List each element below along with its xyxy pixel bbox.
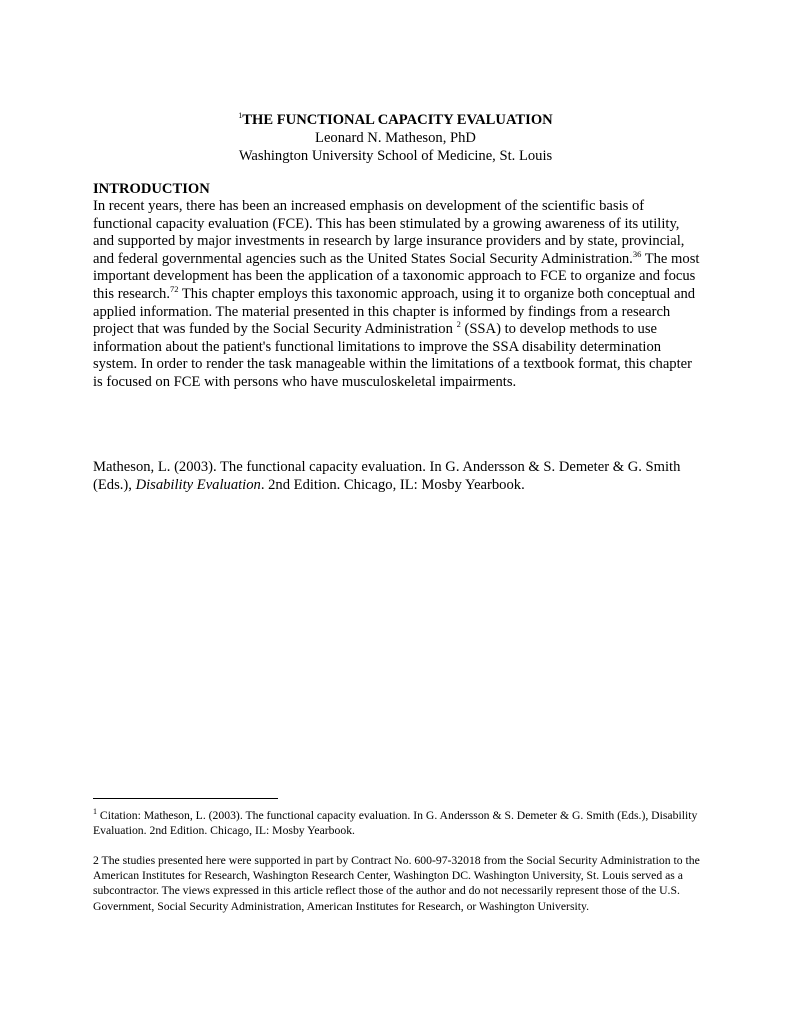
document-title [92, 111, 699, 129]
title-footnote-marker: 1 [238, 111, 243, 121]
footnote-separator [93, 798, 278, 799]
author-name: Leonard N. Matheson, PhD [315, 130, 476, 146]
reference-36: 36 [632, 248, 642, 259]
footnote-2-text: 2 The studies presented here were supported in part by Contract No. 600-97-32018 from the Social Security Administration to the American Institutes for Research, Washington Research Center, Washington DC. Washington University, St. Louis served as a subcontractor. The views expressed in this article reflect those of the author and do not necessarily represent those of the U.S. Government, Social Security Administration, American Institutes for Research, or Washington University. [93, 854, 700, 913]
footnote-2 [93, 853, 705, 914]
author-affiliation: Washington University School of Medicine, St. Louis [238, 148, 553, 164]
intro-text-4: (SSA) to develop methods to use information about the patient's functional limitations to improve the SSA disability determination system. In order to render the task manageable within the limitations of a textbook format, this chapter is focused on FCE with persons who have musculoskeletal impairments. [93, 321, 692, 390]
footnote-ref-2: 2 [456, 319, 461, 330]
citation-paragraph [93, 459, 703, 494]
reference-72: 72 [170, 284, 179, 295]
section-heading: INTRODUCTION [93, 181, 210, 197]
title-text: THE FUNCTIONAL CAPACITY EVALUATION [242, 112, 553, 128]
citation-text-1: Matheson, L. (2003). The functional capacity evaluation. In G. Andersson & S. Demeter & G. Smith (Eds.), [93, 459, 681, 493]
intro-paragraph [93, 198, 703, 392]
intro-text-3: This chapter employs this taxonomic approach, using it to organize both conceptual and applied information. The material presented in this chapter is informed by findings from a research project that was funded by the Social Security Administration [93, 285, 696, 338]
intro-text-1: In recent years, there has been an increased emphasis on development of the scientific basis of functional capacity evaluation (FCE). This has been stimulated by a growing awareness of its utility, and supported by major investments in research by large insurance providers and by state, provincial, and federal governmental agencies such as the United States Social Security Administration. [93, 198, 685, 267]
title-block [92, 111, 699, 165]
footnote-1-text: Citation: Matheson, L. (2003). The functional capacity evaluation. In G. Andersson & S. Demeter & G. Smith (Eds.), Disability Evaluation. 2nd Edition. Chicago, IL: Mosby Yearbook. [93, 809, 698, 838]
book-title: Disability Evaluation [135, 476, 261, 493]
citation-text-2: . 2nd Edition. Chicago, IL: Mosby Yearbook. [260, 476, 525, 493]
footnote-1-marker: 1 [93, 807, 97, 817]
footnote-1 [93, 808, 705, 838]
intro-text-2: The most important development has been the application of a taxonomic approach to FCE to organize and focus this research. [93, 250, 700, 302]
